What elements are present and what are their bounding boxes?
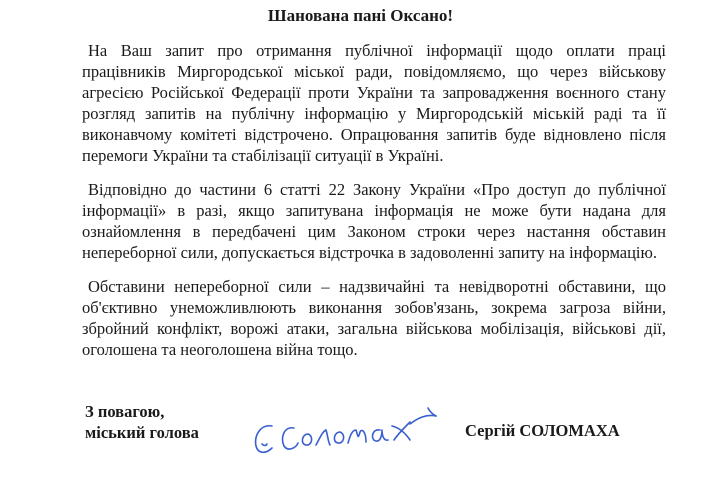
signer-name: Сергій СОЛОМАХА	[465, 421, 620, 440]
paragraph-2: Відповідно до частини 6 статті 22 Закону України «Про доступ до публічної інформації» в разі, якщо запитувана інформація не може бути надана для ознайомлення в передбачені цим Законом строки через настання обставин непереборної сили, допускається відстрочка в задоволенні запиту на інформацію.	[82, 180, 666, 262]
signature-position-block	[85, 401, 199, 443]
letter-greeting: Шанована пані Оксано!	[267, 6, 454, 25]
letter-body	[82, 40, 666, 373]
paragraph-1: На Ваш запит про отримання публічної інформації щодо оплати праці працівників Миргородської міської ради, повідомляємо, що через військову агресією Російської Федерації проти України та запровадження воєнного стану розгляд запитів на публічну інформацію у Миргородській міській раді та її виконавчому комітеті відстрочено. Опрацювання запитів буде відновлено після перемоги України та стабілізації ситуації в Україні.	[82, 41, 666, 165]
paragraph-3: Обставини непереборної сили – надзвичайні та невідворотні обставини, що об'єктивно унеможливлюють виконання зобов'язань, зокрема загроза війни, збройний конфлікт, ворожі атаки, загальна військова мобілізація, військові дії, оголошена та неоголошена війна тощо.	[82, 277, 666, 359]
handwritten-signature	[250, 388, 450, 463]
closing-phrase: З повагою,	[85, 402, 165, 421]
signer-title: міський голова	[85, 423, 199, 442]
